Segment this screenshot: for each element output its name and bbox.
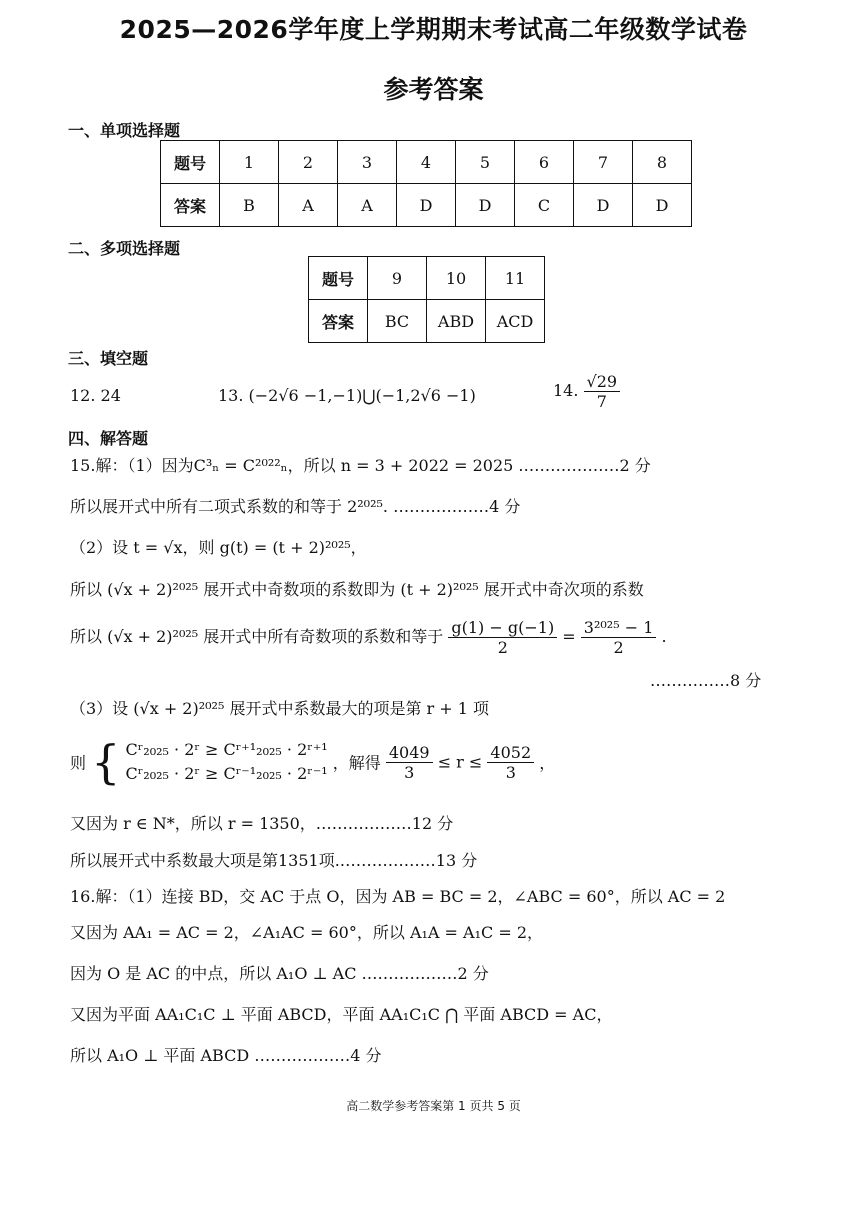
- fraction-denominator: 2: [497, 638, 508, 657]
- table-row: [161, 184, 692, 227]
- multi-choice-table: [308, 256, 545, 343]
- solution-text: 所以 (√x + 2)²⁰²⁵ 展开式中所有奇数项的系数和等于: [70, 627, 444, 646]
- section-fill-blank: 三、填空题: [68, 349, 149, 368]
- solution-text: ，: [539, 753, 556, 773]
- inequality-1: Cʳ₂₀₂₅ · 2ʳ ≥ Cʳ⁺¹₂₀₂₅ · 2ʳ⁺¹: [125, 740, 328, 759]
- inequality-2: Cʳ₂₀₂₅ · 2ʳ ≥ Cʳ⁻¹₂₀₂₅ · 2ʳ⁻¹: [125, 764, 328, 783]
- table-cell: 8: [633, 141, 692, 184]
- solution-line: （2）设 t = √x，则 g(t) = (t + 2)²⁰²⁵，: [70, 538, 367, 557]
- fraction: [584, 372, 621, 411]
- table-cell: 3: [338, 141, 397, 184]
- table-header-cell: 答案: [161, 184, 220, 227]
- table-cell: 2: [279, 141, 338, 184]
- fraction: [448, 618, 557, 657]
- table-cell: BC: [368, 300, 427, 343]
- section-solve: 四、解答题: [68, 429, 149, 448]
- fraction-numerator: √29: [584, 372, 621, 392]
- answer-q14: [553, 372, 620, 411]
- score-mark: ……………8 分: [650, 671, 762, 690]
- solution-line: 所以展开式中系数最大项是第1351项.………………13 分: [70, 851, 478, 870]
- solution-line: 所以展开式中所有二项式系数的和等于 2²⁰²⁵. ………………4 分: [70, 497, 521, 516]
- table-cell: ACD: [486, 300, 545, 343]
- page-title: 2025—2026学年度上学期期末考试高二年级数学试卷: [119, 15, 748, 44]
- fraction-numerator: 4052: [487, 743, 534, 763]
- solution-text: ，解得: [332, 753, 381, 773]
- fraction-denominator: 2: [613, 638, 624, 657]
- table-cell: A: [279, 184, 338, 227]
- fraction-denominator: 7: [596, 392, 607, 411]
- table-cell: A: [338, 184, 397, 227]
- page-subtitle: 参考答案: [383, 75, 484, 104]
- solution-line: 所以 A₁O ⊥ 平面 ABCD ………………4 分: [70, 1046, 382, 1065]
- table-cell: ABD: [427, 300, 486, 343]
- table-header-cell: 题号: [161, 141, 220, 184]
- table-cell: 5: [456, 141, 515, 184]
- fraction-denominator: 3: [404, 762, 415, 782]
- period: .: [661, 627, 667, 646]
- inequality-system: [125, 738, 327, 786]
- table-cell: D: [397, 184, 456, 227]
- answer-q12: 12. 24: [70, 386, 121, 405]
- table-cell: C: [515, 184, 574, 227]
- table-cell: 4: [397, 141, 456, 184]
- fraction-numerator: g(1) − g(−1): [448, 618, 557, 638]
- fraction-denominator: 3: [505, 762, 516, 782]
- fraction-numerator: 4049: [386, 743, 433, 763]
- table-cell: 10: [427, 257, 486, 300]
- single-choice-table: [160, 140, 692, 227]
- solution-line: 16.解：（1）连接 BD，交 AC 于点 O，因为 AB = BC = 2，∠ABC = 60°，所以 AC = 2: [70, 887, 726, 906]
- table-header-cell: 题号: [309, 257, 368, 300]
- table-row: [309, 300, 545, 343]
- fraction-numerator: 3²⁰²⁵ − 1: [581, 618, 657, 638]
- fraction: [386, 743, 433, 782]
- solution-line: 又因为 r ∈ N*，所以 r = 1350，………………12 分: [70, 814, 454, 833]
- table-header-cell: 答案: [309, 300, 368, 343]
- solution-line: 又因为 AA₁ = AC = 2，∠A₁AC = 60°，所以 A₁A = A₁C = 2，: [70, 923, 544, 942]
- solution-line: 所以 (√x + 2)²⁰²⁵ 展开式中奇数项的系数即为 (t + 2)²⁰²⁵ 展开式中奇次项的系数: [70, 580, 644, 599]
- solution-text: ≤ r ≤: [437, 752, 483, 772]
- solution-text: 则: [70, 753, 87, 773]
- table-cell: 9: [368, 257, 427, 300]
- section-multi-choice: 二、多项选择题: [68, 239, 181, 258]
- fraction: [581, 618, 657, 657]
- table-cell: D: [574, 184, 633, 227]
- section-single-choice: 一、单项选择题: [68, 121, 181, 140]
- answer-q13: 13. (−2√6 −1,−1)⋃(−1,2√6 −1): [218, 386, 476, 405]
- answer-q14-label: 14.: [553, 381, 579, 400]
- solution-line: [70, 735, 556, 789]
- solution-line: 15.解：（1）因为C³ₙ = C²⁰²²ₙ，所以 n = 3 + 2022 = 2025 .………………2 分: [70, 456, 651, 475]
- table-cell: 7: [574, 141, 633, 184]
- fraction: [487, 743, 534, 782]
- page-footer: 高二数学参考答案第 1 页共 5 页: [346, 1099, 521, 1113]
- brace-icon: {: [91, 735, 121, 789]
- table-row: [309, 257, 545, 300]
- table-cell: 1: [220, 141, 279, 184]
- table-cell: 11: [486, 257, 545, 300]
- solution-line: 又因为平面 AA₁C₁C ⊥ 平面 ABCD，平面 AA₁C₁C ⋂ 平面 ABCD = AC，: [70, 1005, 613, 1024]
- table-cell: 6: [515, 141, 574, 184]
- table-cell: D: [633, 184, 692, 227]
- table-row: [161, 141, 692, 184]
- solution-line: [70, 618, 667, 657]
- table-cell: B: [220, 184, 279, 227]
- solution-line: 因为 O 是 AC 的中点，所以 A₁O ⊥ AC ………………2 分: [70, 964, 489, 983]
- solution-line: （3）设 (√x + 2)²⁰²⁵ 展开式中系数最大的项是第 r + 1 项: [70, 699, 490, 718]
- table-cell: D: [456, 184, 515, 227]
- equals-sign: =: [562, 627, 576, 646]
